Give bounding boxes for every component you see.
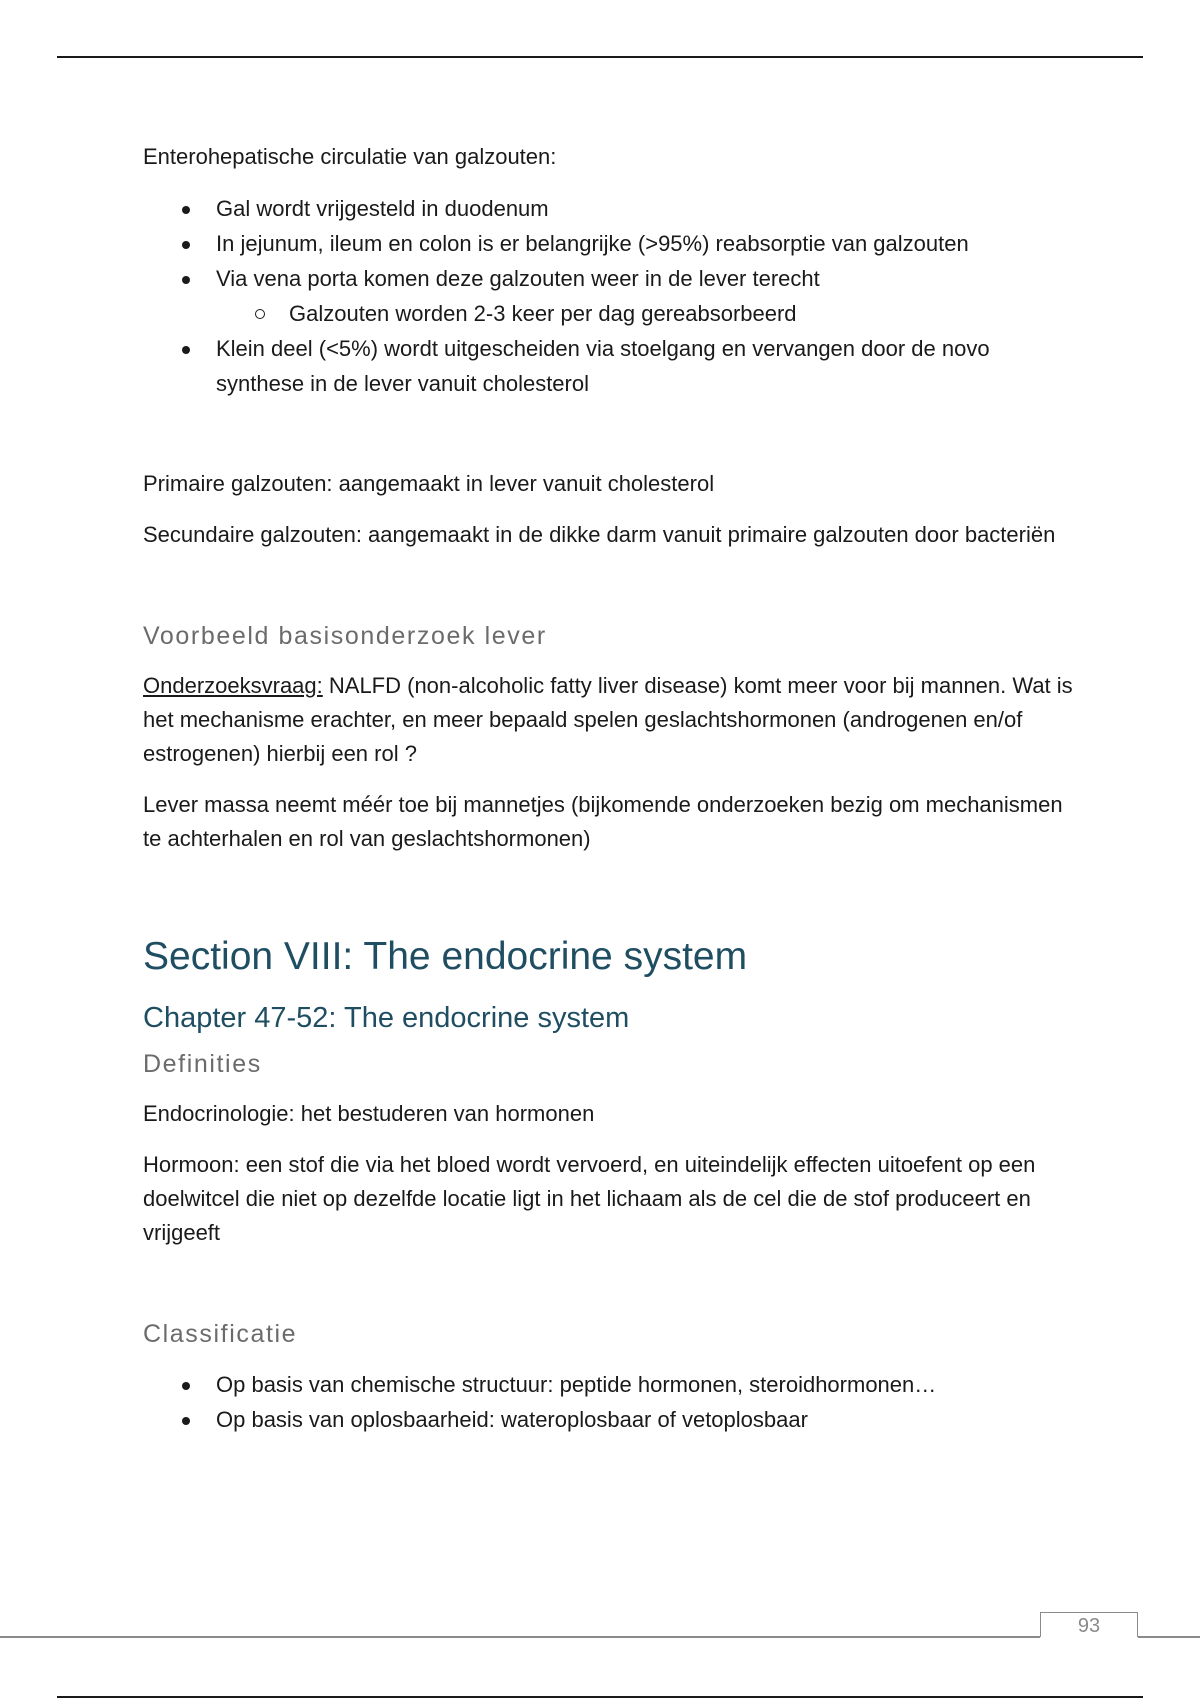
primaire-text: Primaire galzouten: aangemaakt in lever vanuit cholesterol — [143, 471, 715, 496]
hollow-bullet-icon — [255, 309, 265, 319]
bullet-icon — [182, 1382, 190, 1390]
secundaire-text: Secundaire galzouten: aangemaakt in de dikke darm vanuit primaire galzouten door bacteriën — [143, 522, 1056, 547]
page-number: 93 — [1040, 1612, 1138, 1637]
classification-list — [143, 1367, 1073, 1437]
header-rule — [57, 56, 1143, 58]
footer-rule-right — [1138, 1636, 1200, 1638]
question-label: Onderzoeksvraag: — [143, 673, 323, 698]
bullet-icon — [182, 241, 190, 249]
chapter-title: Chapter 47-52: The endocrine system — [143, 1002, 630, 1034]
list-item: Op basis van oplosbaarheid: wateroplosbaar of vetoplosbaar — [143, 1402, 1073, 1437]
bullet-icon — [182, 206, 190, 214]
endocrinologie-text: Endocrinologie: het bestuderen van hormonen — [143, 1101, 595, 1126]
voorbeeld-heading: Voorbeeld basisonderzoek lever — [143, 622, 547, 650]
research-question — [143, 669, 1073, 771]
bottom-rule — [57, 1696, 1143, 1698]
lever-massa-text: Lever massa neemt méér toe bij mannetjes (bijkomende onderzoeken bezig om mechanismen te achterhalen en rol van geslachtshormonen) — [143, 792, 1063, 851]
bullet-icon — [182, 276, 190, 284]
hormoon-text: Hormoon: een stof die via het bloed wordt vervoerd, en uiteindelijk effecten uitoefent op een doelwitcel die niet op dezelfde locatie ligt in het lichaam als de cel die de stof produceert en vrijgeeft — [143, 1152, 1036, 1245]
list-item: Klein deel (<5%) wordt uitgescheiden via stoelgang en vervangen door de novo synthese in de lever vanuit cholesterol — [143, 331, 1073, 401]
bullet-icon — [182, 1417, 190, 1425]
bullet-icon — [182, 346, 190, 354]
circulation-list-cont — [143, 331, 1073, 401]
section-title: Section VIII: The endocrine system — [143, 935, 748, 978]
question-text: NALFD (non-alcoholic fatty liver disease) komt meer voor bij mannen. Wat is het mechanisme erachter, en meer bepaald spelen geslachtshormonen (androgenen en/of estrogenen) hierbij een rol ? — [143, 673, 1073, 766]
intro-text: Enterohepatische circulatie van galzouten: — [143, 144, 557, 169]
sub-list-item: Galzouten worden 2-3 keer per dag gereabsorbeerd — [143, 296, 1073, 331]
list-item: Op basis van chemische structuur: peptide hormonen, steroidhormonen… — [143, 1367, 1073, 1402]
list-item: Via vena porta komen deze galzouten weer in de lever terecht — [143, 261, 1073, 296]
list-item: Gal wordt vrijgesteld in duodenum — [143, 191, 1073, 226]
sub-list — [143, 296, 1073, 331]
classificatie-heading: Classificatie — [143, 1320, 298, 1348]
list-item: In jejunum, ileum en colon is er belangrijke (>95%) reabsorptie van galzouten — [143, 226, 1073, 261]
circulation-list — [143, 191, 1073, 296]
footer-rule — [0, 1636, 1040, 1638]
page-content — [143, 140, 1073, 1437]
definities-heading: Definities — [143, 1050, 262, 1078]
